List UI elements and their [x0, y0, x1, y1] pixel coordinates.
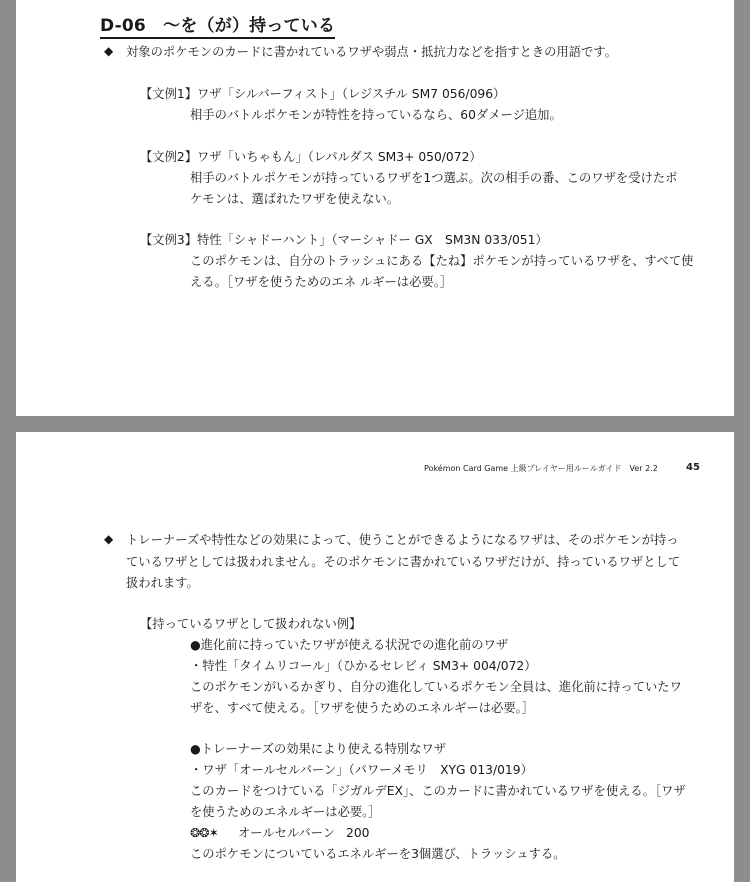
example-3-line-1: このポケモンは、自分のトラッシュにある【たね】ポケモンが持っているワザを、すべて使 [190, 254, 694, 268]
case-2-source: ・ワザ「オールセルバーン」（パワーメモリ XYG 013/019） [190, 763, 533, 777]
case-1-line-1: このポケモンがいるかぎり、自分の進化しているポケモン全員は、進化前に持っていたワ [190, 680, 682, 694]
paragraph-line-1: トレーナーズや特性などの効果によって、使うことができるようになるワザは、そのポケモンが持っ [126, 533, 679, 547]
attack-damage: 200 [346, 826, 370, 840]
example-2-line-2: ケモンは、選ばれたワザを使えない。 [190, 192, 400, 206]
page-1 [16, 0, 734, 416]
paragraph-line-2: ているワザとしては扱われません。そのポケモンに書かれているワザだけが、持っているワザとして [126, 555, 681, 569]
running-header: Pokémon Card Game 上級プレイヤー用ルールガイド Ver 2.2 [424, 464, 658, 473]
case-1-source: ・特性「タイムリコール」（ひかるセレビィ SM3+ 004/072） [190, 659, 537, 673]
example-3-heading: 【文例3】特性「シャドーハント」（マーシャドー GX SM3N 033/051） [140, 233, 548, 247]
energy-cost-icon: ❂❂✶ [190, 826, 218, 840]
case-2-heading: ●トレーナーズの効果により使える特別なワザ [190, 742, 447, 756]
case-2-line-2: を使うためのエネルギーは必要。］ [190, 805, 381, 819]
diamond-bullet-icon: ◆ [104, 532, 114, 546]
attack-name: オールセルバーン [238, 826, 336, 840]
diamond-bullet-icon: ◆ [104, 44, 114, 58]
case-2-line-1: このカードをつけている「ジガルデEX」、このカードに書かれているワザを使える。［ワザ [190, 784, 686, 798]
intro-text: 対象のポケモンのカードに書かれているワザや弱点・抵抗力などを指すときの用語です。 [126, 45, 617, 59]
attack-effect: このポケモンについているエネルギーを3個選び、トラッシュする。 [190, 847, 566, 861]
example-1-heading: 【文例1】ワザ「シルバーフィスト」（レジスチル SM7 056/096） [140, 87, 506, 101]
page-title: D-06 〜を（が）持っている [100, 16, 335, 39]
example-2-line-1: 相手のバトルポケモンが持っているワザを1つ選ぶ。次の相手の番、このワザを受けたポ [190, 171, 678, 185]
paragraph-line-3: 扱われます。 [126, 576, 199, 590]
example-1-line-1: 相手のバトルポケモンが特性を持っているなら、60ダメージ追加。 [190, 108, 562, 122]
case-1-line-2: ザを、すべて使える。［ワザを使うためのエネルギーは必要。］ [190, 701, 535, 715]
page-2 [16, 432, 734, 882]
example-3-line-2: える。［ワザを使うためのエネ ルギーは必要。］ [190, 275, 453, 289]
page-number: 45 [686, 462, 700, 473]
example-2-heading: 【文例2】ワザ「いちゃもん」（レパルダス SM3+ 050/072） [140, 150, 482, 164]
example-heading: 【持っているワザとして扱われない例】 [140, 617, 362, 631]
case-1-heading: ●進化前に持っていたワザが使える状況での進化前のワザ [190, 638, 509, 652]
